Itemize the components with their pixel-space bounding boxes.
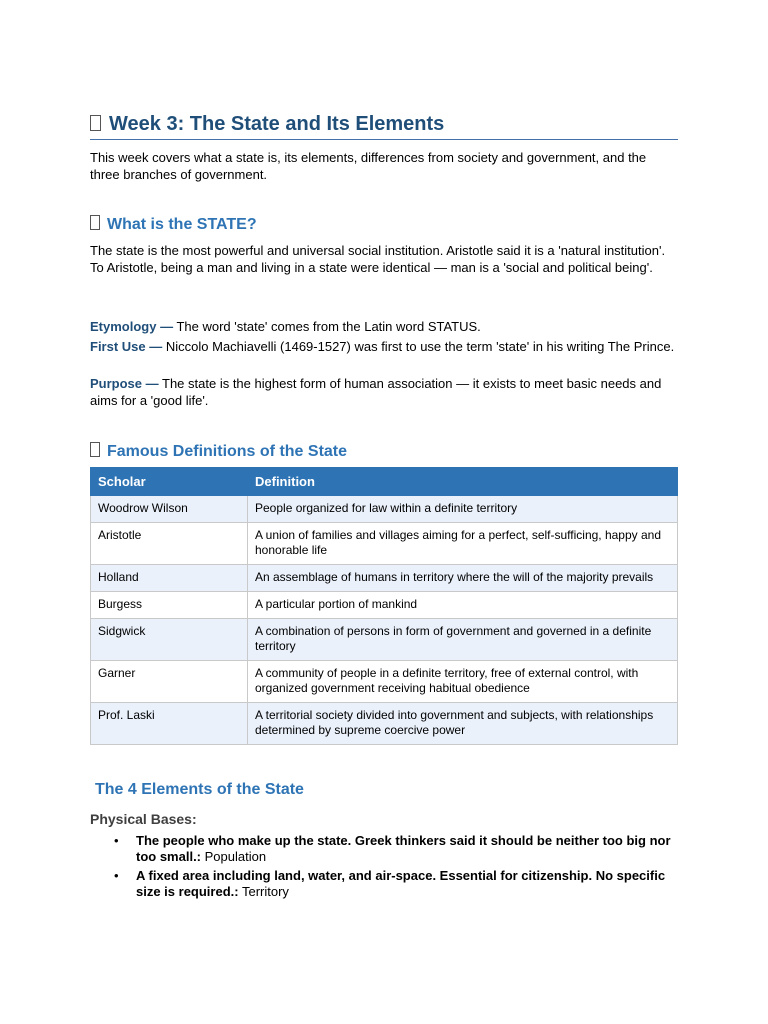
section-heading-definitions bbox=[90, 442, 678, 462]
table-row bbox=[91, 661, 678, 703]
term-etymology bbox=[90, 318, 678, 335]
term-label: First Use — bbox=[90, 339, 163, 354]
element-description: The people who make up the state. Greek thinkers said it should be neither too big nor too small.: bbox=[136, 833, 671, 864]
term-purpose bbox=[90, 375, 678, 409]
section-heading-elements: The 4 Elements of the State bbox=[95, 781, 304, 798]
table-row bbox=[91, 619, 678, 661]
definition-cell: A community of people in a definite territory, free of external control, with organized government receiving habitual obedience bbox=[248, 661, 678, 703]
scholar-cell: Sidgwick bbox=[91, 619, 248, 661]
table-row bbox=[91, 565, 678, 592]
section-heading-text: What is the STATE? bbox=[107, 216, 257, 233]
column-header-definition: Definition bbox=[248, 468, 678, 496]
subheading-physical-bases: Physical Bases: bbox=[90, 811, 197, 827]
state-description: The state is the most powerful and universal social institution. Aristotle said it is a 'natural institution'. To Aristotle, being a man and living in a state were identical — man is a 'social and political being'. bbox=[90, 243, 666, 275]
element-name: Territory bbox=[241, 884, 289, 899]
bullet-icon: • bbox=[114, 833, 119, 848]
list-item bbox=[90, 833, 678, 865]
term-text: Niccolo Machiavelli (1469-1527) was first to use the term 'state' in his writing The Prince. bbox=[165, 339, 675, 354]
term-text: The word 'state' comes from the Latin word STATUS. bbox=[176, 319, 481, 334]
section-heading-what-is-state bbox=[90, 215, 678, 235]
term-label: Etymology — bbox=[90, 319, 174, 334]
definition-cell: A combination of persons in form of government and governed in a definite territory bbox=[248, 619, 678, 661]
table-header-row bbox=[91, 468, 678, 496]
element-name: Population bbox=[204, 849, 267, 864]
element-description: A fixed area including land, water, and air-space. Essential for citizenship. No specific size is required.: bbox=[136, 868, 666, 899]
definition-cell: A particular portion of mankind bbox=[248, 592, 678, 619]
intro-paragraph: This week covers what a state is, its elements, differences from society and government, and the three branches of government. bbox=[90, 150, 647, 182]
missing-glyph-icon bbox=[90, 115, 101, 131]
scholar-cell: Burgess bbox=[91, 592, 248, 619]
missing-glyph-icon bbox=[90, 215, 100, 230]
definition-cell: A union of families and villages aiming for a perfect, self-sufficing, happy and honorable life bbox=[248, 523, 678, 565]
table-row bbox=[91, 592, 678, 619]
page-title-text: Week 3: The State and Its Elements bbox=[109, 113, 445, 135]
term-text: The state is the highest form of human association — it exists to meet basic needs and aims for a 'good life'. bbox=[90, 376, 662, 408]
term-first-use bbox=[90, 338, 678, 355]
definitions-table bbox=[90, 467, 678, 745]
scholar-cell: Prof. Laski bbox=[91, 703, 248, 745]
missing-glyph-icon bbox=[90, 442, 100, 457]
table-row bbox=[91, 703, 678, 745]
bullet-icon: • bbox=[114, 868, 119, 883]
scholar-cell: Aristotle bbox=[91, 523, 248, 565]
column-header-scholar: Scholar bbox=[91, 468, 248, 496]
definition-cell: A territorial society divided into government and subjects, with relationships determined by supreme coercive power bbox=[248, 703, 678, 745]
page-title bbox=[90, 111, 678, 140]
physical-bases-list bbox=[90, 833, 678, 903]
scholar-cell: Garner bbox=[91, 661, 248, 703]
section-heading-text: Famous Definitions of the State bbox=[107, 443, 348, 460]
term-label: Purpose — bbox=[90, 376, 159, 391]
definition-cell: An assemblage of humans in territory where the will of the majority prevails bbox=[248, 565, 678, 592]
table-row bbox=[91, 523, 678, 565]
definition-cell: People organized for law within a definite territory bbox=[248, 496, 678, 523]
list-item bbox=[90, 868, 678, 900]
scholar-cell: Woodrow Wilson bbox=[91, 496, 248, 523]
table-row bbox=[91, 496, 678, 523]
scholar-cell: Holland bbox=[91, 565, 248, 592]
